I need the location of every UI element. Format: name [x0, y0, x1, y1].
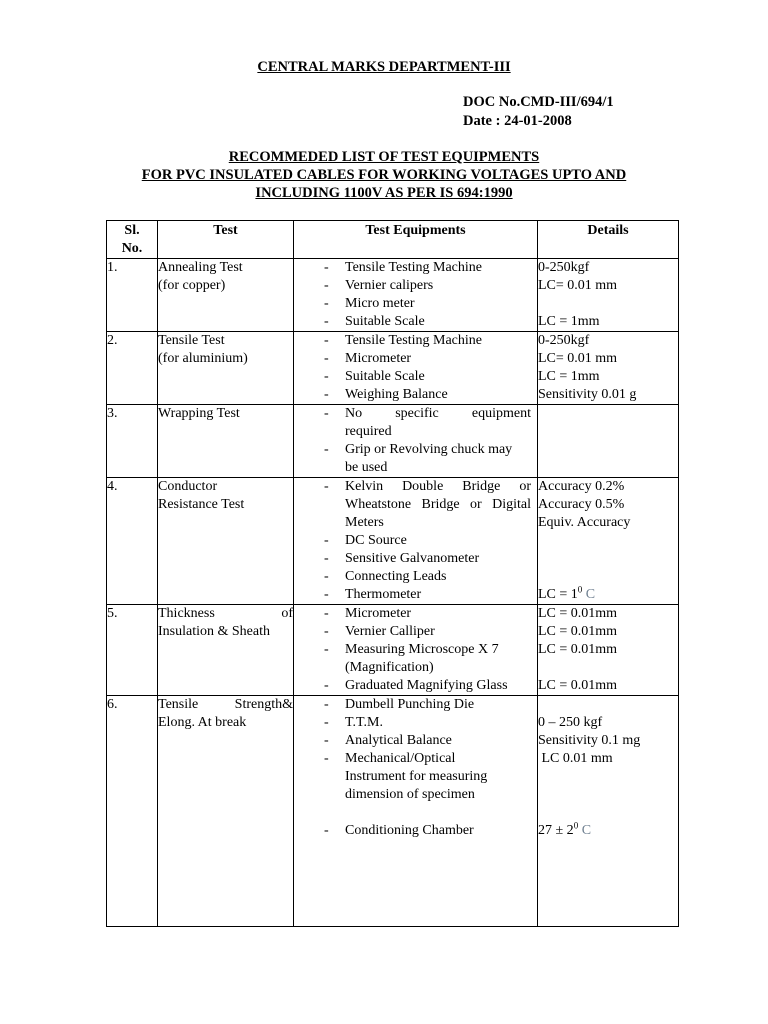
equipment-item: - Conditioning Chamber [324, 823, 474, 838]
equipment-list [294, 259, 538, 332]
equipment-item: - Grip or Revolving chuck may be used [324, 442, 513, 475]
col-header-equipment: Test Equipments [294, 221, 538, 259]
equipment-item: - Tensile Testing Machine [324, 333, 482, 348]
equipment-item: - Dumbell Punching Die [324, 697, 475, 712]
equipment-table [106, 220, 679, 927]
test-name: Tensile Strength& Elong. At break [158, 696, 294, 927]
equipment-list [294, 696, 538, 927]
equipment-item: - Connecting Leads [324, 569, 447, 584]
equipment-item: - Vernier Calliper [324, 624, 435, 639]
details-cell: 0-250kgf LC= 0.01 mm LC = 1mm Sensitivity 0.01 g [538, 332, 679, 405]
table-row [107, 405, 679, 478]
row-number: 4. [107, 478, 158, 605]
table-row [107, 259, 679, 332]
equipment-item: - DC Source [324, 533, 407, 548]
document-heading: RECOMMEDED LIST OF TEST EQUIPMENTS FOR PVC INSULATED CABLES FOR WORKING VOLTAGES UPTO AND INCLUDING 1100V AS PER IS 694:1990 [141, 149, 627, 201]
row-number: 3. [107, 405, 158, 478]
equipment-item: - Micro meter [324, 296, 415, 311]
details-cell: LC = 0.01mm LC = 0.01mm LC = 0.01mm LC = 0.01mm [538, 605, 679, 696]
col-header-details: Details [538, 221, 679, 259]
col-header-test: Test [158, 221, 294, 259]
details-cell [538, 405, 679, 478]
equipment-item: - Measuring Microscope X 7 (Magnification) [324, 642, 499, 675]
department-title: CENTRAL MARKS DEPARTMENT-III [257, 59, 511, 75]
equipment-item: - Suitable Scale [324, 314, 425, 329]
document-number: DOC No.CMD-III/694/1 [463, 94, 614, 110]
equipment-item: - T.T.M. [324, 715, 383, 730]
equipment-item: - Micrometer [324, 351, 412, 366]
equipment-item: - Mechanical/Optical Instrument for measuring dimension of specimen [324, 751, 488, 802]
row-number: 2. [107, 332, 158, 405]
details-cell: 0-250kgf LC= 0.01 mm LC = 1mm [538, 259, 679, 332]
row-number: 6. [107, 696, 158, 927]
equipment-item: - Vernier calipers [324, 278, 434, 293]
equipment-list [294, 332, 538, 405]
equipment-item: - Weighing Balance [324, 387, 448, 402]
equipment-item: - Suitable Scale [324, 369, 425, 384]
table-row [107, 696, 679, 927]
table-row [107, 605, 679, 696]
table-header-row [107, 221, 679, 259]
equipment-item: - No specific equipment required [324, 406, 531, 439]
test-name: Wrapping Test [158, 405, 294, 478]
test-name: Conductor Resistance Test [158, 478, 294, 605]
equipment-item: - Kelvin Double Bridge or Wheatstone Bridge or Digital Meters [324, 479, 531, 530]
equipment-item: - Thermometer [324, 587, 422, 602]
test-name: Tensile Test (for aluminium) [158, 332, 294, 405]
equipment-item: - Micrometer [324, 606, 412, 621]
equipment-item: - Graduated Magnifying Glass [324, 678, 508, 693]
details-cell: Accuracy 0.2% Accuracy 0.5% Equiv. Accuracy LC = $1^0$ C [538, 478, 679, 605]
row-number: 1. [107, 259, 158, 332]
document-date: Date : 24-01-2008 [463, 113, 572, 129]
equipment-list [294, 605, 538, 696]
row-number: 5. [107, 605, 158, 696]
table-row [107, 332, 679, 405]
equipment-list [294, 478, 538, 605]
equipment-item: - Analytical Balance [324, 733, 452, 748]
equipment-item: - Sensitive Galvanometer [324, 551, 480, 566]
equipment-list [294, 405, 538, 478]
test-name: Annealing Test (for copper) [158, 259, 294, 332]
test-name: Thickness of Insulation & Sheath [158, 605, 294, 696]
col-header-sl: Sl. No. [107, 221, 158, 259]
details-cell: 0 – 250 kgf Sensitivity 0.1 mg LC 0.01 mm $27 \pm 2^0$ C [538, 696, 679, 927]
table-row [107, 478, 679, 605]
equipment-item: - Tensile Testing Machine [324, 260, 482, 275]
